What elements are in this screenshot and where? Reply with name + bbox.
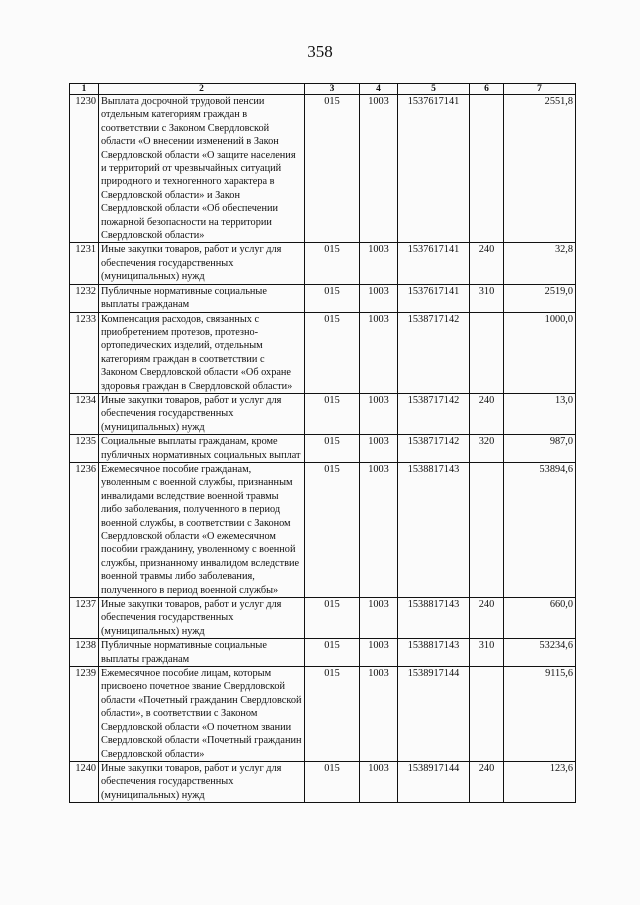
row-section-code: 1003 — [360, 462, 398, 597]
row-name: Публичные нормативные социальные выплаты гражданам — [99, 284, 305, 312]
row-name: Иные закупки товаров, работ и услуг для обеспечения государственных (муниципальных) нужд — [99, 243, 305, 284]
row-amount: 53234,6 — [504, 639, 576, 667]
row-amount: 32,8 — [504, 243, 576, 284]
column-header: 6 — [470, 84, 504, 95]
row-target-code: 1538917144 — [398, 667, 470, 762]
row-number: 1236 — [70, 462, 99, 597]
row-amount: 2519,0 — [504, 284, 576, 312]
row-grbs-code: 015 — [305, 667, 360, 762]
row-amount: 1000,0 — [504, 312, 576, 393]
row-target-code: 1538917144 — [398, 761, 470, 802]
row-expense-type: 320 — [470, 435, 504, 463]
row-target-code: 1538717142 — [398, 435, 470, 463]
row-amount: 53894,6 — [504, 462, 576, 597]
row-target-code: 1538817143 — [398, 462, 470, 597]
table-row — [70, 393, 576, 434]
table-row — [70, 667, 576, 762]
table-row — [70, 243, 576, 284]
row-grbs-code: 015 — [305, 243, 360, 284]
row-grbs-code: 015 — [305, 639, 360, 667]
row-grbs-code: 015 — [305, 284, 360, 312]
row-grbs-code: 015 — [305, 393, 360, 434]
row-section-code: 1003 — [360, 393, 398, 434]
row-grbs-code: 015 — [305, 462, 360, 597]
row-expense-type: 240 — [470, 243, 504, 284]
row-section-code: 1003 — [360, 667, 398, 762]
row-amount: 987,0 — [504, 435, 576, 463]
row-name: Социальные выплаты гражданам, кроме публичных нормативных социальных выплат — [99, 435, 305, 463]
row-section-code: 1003 — [360, 435, 398, 463]
column-header: 7 — [504, 84, 576, 95]
row-target-code: 1537617141 — [398, 243, 470, 284]
row-expense-type — [470, 312, 504, 393]
row-number: 1239 — [70, 667, 99, 762]
table-row — [70, 95, 576, 243]
column-header: 4 — [360, 84, 398, 95]
table-row — [70, 284, 576, 312]
row-expense-type: 240 — [470, 393, 504, 434]
row-expense-type — [470, 462, 504, 597]
row-target-code: 1538717142 — [398, 312, 470, 393]
row-section-code: 1003 — [360, 312, 398, 393]
table-header-row — [70, 84, 576, 95]
budget-table — [69, 83, 576, 803]
column-header: 1 — [70, 84, 99, 95]
row-amount: 660,0 — [504, 598, 576, 639]
row-amount: 2551,8 — [504, 95, 576, 243]
row-section-code: 1003 — [360, 639, 398, 667]
row-name: Ежемесячное пособие гражданам, уволенным с военной службы, признанным инвалидами вследствие военной травмы либо заболевания, полученного в период военной службы, в соответствии с Законом Свердловской области «О ежемесячном пособии гражданину, уволенному с военной службы, признанному инвалидом вследствие военной травмы либо заболевания, полученного в период военной службы» — [99, 462, 305, 597]
table-row — [70, 462, 576, 597]
row-name: Публичные нормативные социальные выплаты гражданам — [99, 639, 305, 667]
row-expense-type: 240 — [470, 598, 504, 639]
row-expense-type: 310 — [470, 639, 504, 667]
row-expense-type: 310 — [470, 284, 504, 312]
row-target-code: 1537617141 — [398, 95, 470, 243]
row-name: Выплата досрочной трудовой пенсии отдельным категориям граждан в соответствии с Законом Свердловской области «О внесении изменений в Закон Свердловской области «О защите населения и территорий от чрезвычайных ситуаций природного и техногенного характера в Свердловской области» и Закон Свердловской области «Об обеспечении пожарной безопасности на территории Свердловской области» — [99, 95, 305, 243]
row-amount: 123,6 — [504, 761, 576, 802]
row-target-code: 1537617141 — [398, 284, 470, 312]
row-section-code: 1003 — [360, 243, 398, 284]
column-header: 3 — [305, 84, 360, 95]
row-name: Иные закупки товаров, работ и услуг для обеспечения государственных (муниципальных) нужд — [99, 761, 305, 802]
table-row — [70, 435, 576, 463]
row-section-code: 1003 — [360, 284, 398, 312]
row-amount: 13,0 — [504, 393, 576, 434]
column-header: 5 — [398, 84, 470, 95]
row-section-code: 1003 — [360, 761, 398, 802]
row-name: Ежемесячное пособие лицам, которым присвоено почетное звание Свердловской области «Почетный гражданин Свердловской области», в соответствии с Законом Свердловской области «О почетном звании Свердловской области «Почетный гражданин Свердловской области» — [99, 667, 305, 762]
row-expense-type — [470, 667, 504, 762]
row-grbs-code: 015 — [305, 435, 360, 463]
row-name: Иные закупки товаров, работ и услуг для обеспечения государственных (муниципальных) нужд — [99, 393, 305, 434]
row-number: 1232 — [70, 284, 99, 312]
page-number: 358 — [307, 42, 333, 61]
row-name: Компенсация расходов, связанных с приобретением протезов, протезно-ортопедических изделий, отдельным категориям граждан в соответствии с Законом Свердловской области «Об охране здоровья граждан в Свердловской области» — [99, 312, 305, 393]
row-expense-type — [470, 95, 504, 243]
row-number: 1235 — [70, 435, 99, 463]
table-row — [70, 312, 576, 393]
table-row — [70, 639, 576, 667]
column-header: 2 — [99, 84, 305, 95]
row-number: 1237 — [70, 598, 99, 639]
row-number: 1233 — [70, 312, 99, 393]
row-name: Иные закупки товаров, работ и услуг для обеспечения государственных (муниципальных) нужд — [99, 598, 305, 639]
row-number: 1238 — [70, 639, 99, 667]
row-target-code: 1538817143 — [398, 598, 470, 639]
row-number: 1230 — [70, 95, 99, 243]
row-grbs-code: 015 — [305, 598, 360, 639]
row-grbs-code: 015 — [305, 95, 360, 243]
row-grbs-code: 015 — [305, 312, 360, 393]
row-target-code: 1538717142 — [398, 393, 470, 434]
row-number: 1234 — [70, 393, 99, 434]
row-amount: 9115,6 — [504, 667, 576, 762]
row-number: 1231 — [70, 243, 99, 284]
row-section-code: 1003 — [360, 598, 398, 639]
table-row — [70, 761, 576, 802]
table-row — [70, 598, 576, 639]
row-expense-type: 240 — [470, 761, 504, 802]
row-number: 1240 — [70, 761, 99, 802]
row-grbs-code: 015 — [305, 761, 360, 802]
row-section-code: 1003 — [360, 95, 398, 243]
row-target-code: 1538817143 — [398, 639, 470, 667]
